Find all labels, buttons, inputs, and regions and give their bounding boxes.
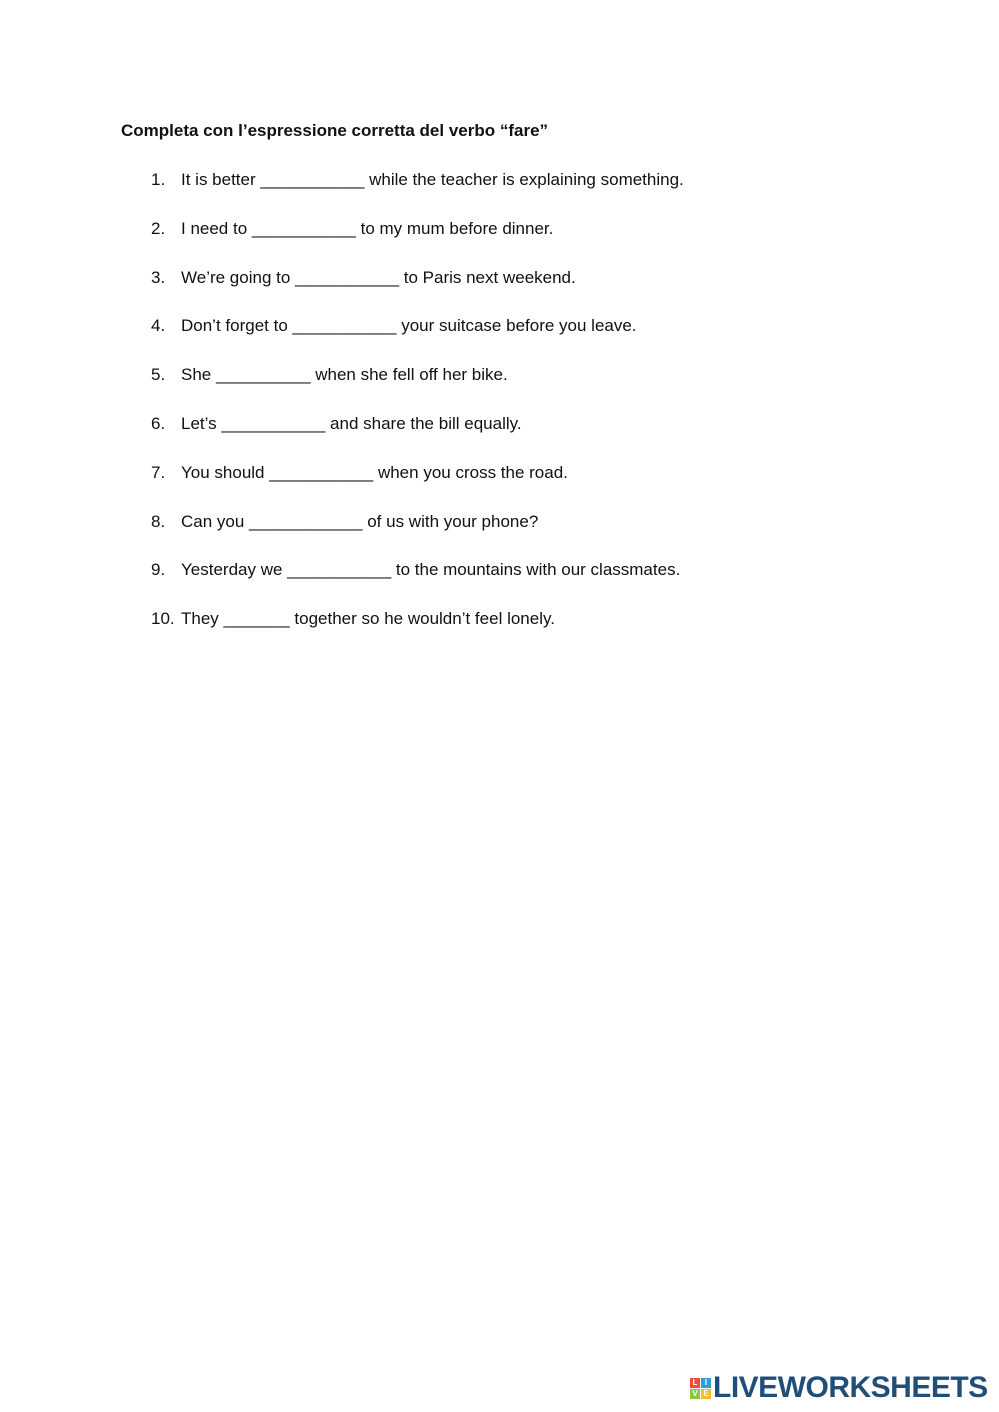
item-number: 3. bbox=[151, 267, 166, 287]
item-text: We’re going to ___________ to Paris next weekend. bbox=[181, 267, 576, 287]
item-text: I need to ___________ to my mum before dinner. bbox=[181, 218, 554, 238]
item-number: 4. bbox=[151, 316, 166, 336]
item-number: 5. bbox=[151, 365, 166, 385]
item-text: Don’t forget to ___________ your suitcase before you leave. bbox=[181, 316, 637, 336]
item-number: 7. bbox=[151, 462, 166, 482]
item-number: 9. bbox=[151, 560, 166, 580]
list-item bbox=[151, 560, 684, 609]
item-text: It is better ___________ while the teacher is explaining something. bbox=[181, 170, 684, 189]
list-item bbox=[151, 316, 684, 365]
item-text: Yesterday we ___________ to the mountains with our classmates. bbox=[181, 560, 681, 580]
logo-mark-letter: E bbox=[701, 1389, 711, 1399]
list-item bbox=[151, 365, 684, 414]
item-text: You should ___________ when you cross the road. bbox=[181, 462, 568, 482]
logo-mark-letter: I bbox=[701, 1378, 711, 1388]
list-item bbox=[151, 512, 684, 561]
logo-mark-letter: V bbox=[690, 1389, 700, 1399]
list-item bbox=[151, 609, 684, 658]
list-item bbox=[151, 268, 684, 317]
item-number: 2. bbox=[151, 218, 166, 238]
logo-text: LIVEWORKSHEETS bbox=[713, 1371, 988, 1404]
list-item bbox=[151, 170, 684, 219]
list-item bbox=[151, 219, 684, 268]
list-item bbox=[151, 463, 684, 512]
worksheet-title: Completa con l’espressione corretta del verbo “fare” bbox=[121, 121, 549, 140]
item-text: They _______ together so he wouldn’t feel lonely. bbox=[181, 609, 555, 629]
item-text: She __________ when she fell off her bike. bbox=[181, 365, 508, 385]
logo-mark-icon bbox=[690, 1378, 711, 1399]
item-text: Can you ____________ of us with your phone? bbox=[181, 511, 539, 531]
exercise-list bbox=[151, 170, 684, 658]
list-item bbox=[151, 414, 684, 463]
item-number: 6. bbox=[151, 413, 166, 433]
liveworksheets-logo bbox=[690, 1373, 988, 1403]
item-number: 10. bbox=[151, 609, 175, 629]
item-number: 8. bbox=[151, 511, 166, 531]
item-text: Let’s ___________ and share the bill equally. bbox=[181, 413, 522, 433]
logo-mark-letter: L bbox=[690, 1378, 700, 1388]
item-number: 1. bbox=[151, 170, 166, 189]
